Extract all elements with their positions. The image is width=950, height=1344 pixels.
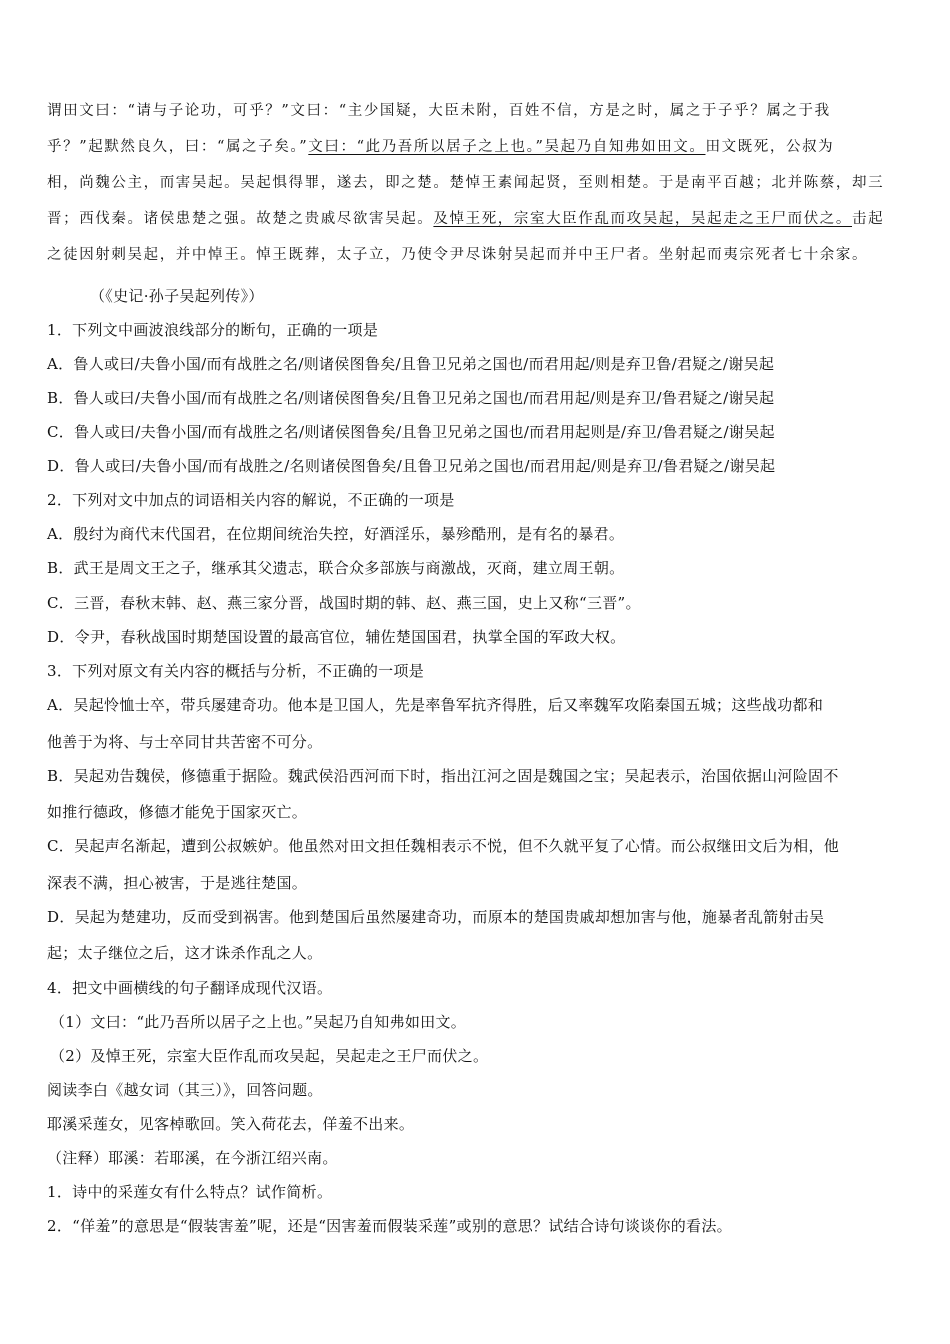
q2-option-d: D．令尹，春秋战国时期楚国设置的最高官位，辅佐楚国国君，执掌全国的军政大权。 — [47, 628, 626, 646]
poem-question-2: 2．“佯羞”的意思是“假装害羞”呢，还是“因害羞而假装采莲”或别的意思？试结合诗句谈谈你的看法。 — [47, 1217, 732, 1235]
passage-line-1: 谓田文曰：“请与子论功，可乎？”文曰：“主少国疑，大臣未附，百姓不信，方是之时，属之于子乎？属之于我 — [47, 103, 831, 119]
passage-line-2 — [47, 137, 834, 157]
q3-stem: 3．下列对原文有关内容的概括与分析，不正确的一项是 — [47, 662, 425, 680]
q3-option-a-line-1: A．吴起怜恤士卒，带兵屡建奇功。他本是卫国人，先是率鲁军抗齐得胜，后又率魏军攻陷秦国五城；这些战功都和 — [47, 696, 824, 714]
poem-note: （注释）耶溪：若耶溪，在今浙江绍兴南。 — [47, 1149, 338, 1167]
q3-option-c-line-2: 深表不满，担心被害，于是逃往楚国。 — [47, 874, 308, 892]
passage-line-4 — [47, 209, 884, 229]
passage-line-4-text-a: 晋；西伐秦。诸侯患楚之强。故楚之贵戚尽欲害吴起。 — [47, 211, 434, 227]
q4-stem: 4．把文中画横线的句子翻译成现代汉语。 — [47, 979, 333, 997]
q2-option-b: B．武王是周文王之子，继承其父遗志，联合众多部族与商激战，灭商，建立周王朝。 — [47, 559, 625, 577]
q1-stem: 1．下列文中画波浪线部分的断句，正确的一项是 — [47, 321, 379, 339]
q2-stem: 2．下列对文中加点的词语相关内容的解说，不正确的一项是 — [47, 491, 455, 509]
underlined-sentence-2: 及悼王死，宗室大臣作乱而攻吴起，吴起走之王尸而伏之。 — [433, 211, 853, 227]
q2-option-c: C．三晋，春秋末韩、赵、燕三家分晋，战国时期的韩、赵、燕三国，史上又称“三晋”。 — [47, 594, 641, 612]
q3-option-a-line-2: 他善于为将、与士卒同甘共苦密不可分。 — [47, 733, 323, 751]
poem-question-1: 1．诗中的采莲女有什么特点？试作简析。 — [47, 1183, 333, 1201]
q3-option-c-line-1: C．吴起声名渐起，遭到公叔嫉妒。他虽然对田文担任魏相表示不悦，但不久就平复了心情。而公叔继田文后为相，他 — [47, 837, 840, 855]
passage-line-2-text-a: 乎？”起默然良久，曰：“属之子矣。” — [47, 139, 309, 155]
q1-option-a: A．鲁人或曰/夫鲁小国/而有战胜之名/则诸侯图鲁矣/且鲁卫兄弟之国也/而君用起/则是弃卫鲁/君疑之/谢吴起 — [47, 355, 775, 373]
q2-option-a: A．殷纣为商代末代国君，在位期间统治失控，好酒淫乐，暴殄酷刑，是有名的暴君。 — [47, 525, 625, 543]
passage-source: （《史记·孙子吴起列传》） — [90, 287, 264, 305]
passage-line-5: 之徒因射刺吴起，并中悼王。悼王既葬，太子立，乃使令尹尽诛射吴起而并中王尸者。坐射起而夷宗死者七十余家。 — [47, 247, 869, 263]
underlined-sentence-1: 文曰：“此乃吾所以居子之上也。”吴起乃自知弗如田文。 — [308, 139, 706, 155]
q1-option-b: B．鲁人或曰/夫鲁小国/而有战胜之名/则诸侯图鲁矣/且鲁卫兄弟之国也/而君用起/则是弃卫/鲁君疑之/谢吴起 — [47, 389, 775, 407]
q3-option-b-line-2: 如推行德政，修德才能免于国家灭亡。 — [47, 803, 308, 821]
passage-line-4-text-b: 击起 — [852, 211, 885, 227]
passage-line-2-text-b: 田文既死，公叔为 — [705, 139, 835, 155]
q1-option-c: C．鲁人或曰/夫鲁小国/而有战胜之名/则诸侯图鲁矣/且鲁卫兄弟之国也/而君用起则是/弃卫/鲁君疑之/谢吴起 — [47, 423, 775, 441]
passage-line-3: 相，尚魏公主，而害吴起。吴起惧得罪，遂去，即之楚。楚悼王素闻起贤，至则相楚。于是南平百越；北并陈蔡，却三 — [47, 175, 885, 191]
q3-option-b-line-1: B．吴起劝告魏侯，修德重于据险。魏武侯沿西河而下时，指出江河之固是魏国之宝；吴起表示，治国依据山河险固不 — [47, 767, 839, 785]
q4-sentence-1: （1）文曰：“此乃吾所以居子之上也。”吴起乃自知弗如田文。 — [50, 1013, 467, 1031]
poem-text: 耶溪采莲女，见客棹歌回。笑入荷花去，佯羞不出来。 — [47, 1115, 415, 1133]
q4-sentence-2: （2）及悼王死，宗室大臣作乱而攻吴起，吴起走之王尸而伏之。 — [50, 1047, 489, 1065]
poem-intro: 阅读李白《越女词（其三）》，回答问题。 — [47, 1081, 323, 1099]
q1-option-d: D．鲁人或曰/夫鲁小国/而有战胜之/名则诸侯图鲁矣/且鲁卫兄弟之国也/而君用起/则是弃卫/鲁君疑之/谢吴起 — [47, 457, 776, 475]
q3-option-d-line-1: D．吴起为楚建功，反而受到祸害。他到楚国后虽然屡建奇功，而原本的楚国贵戚却想加害与他，施暴者乱箭射击吴 — [47, 908, 825, 926]
q3-option-d-line-2: 起；太子继位之后，这才诛杀作乱之人。 — [47, 944, 323, 962]
